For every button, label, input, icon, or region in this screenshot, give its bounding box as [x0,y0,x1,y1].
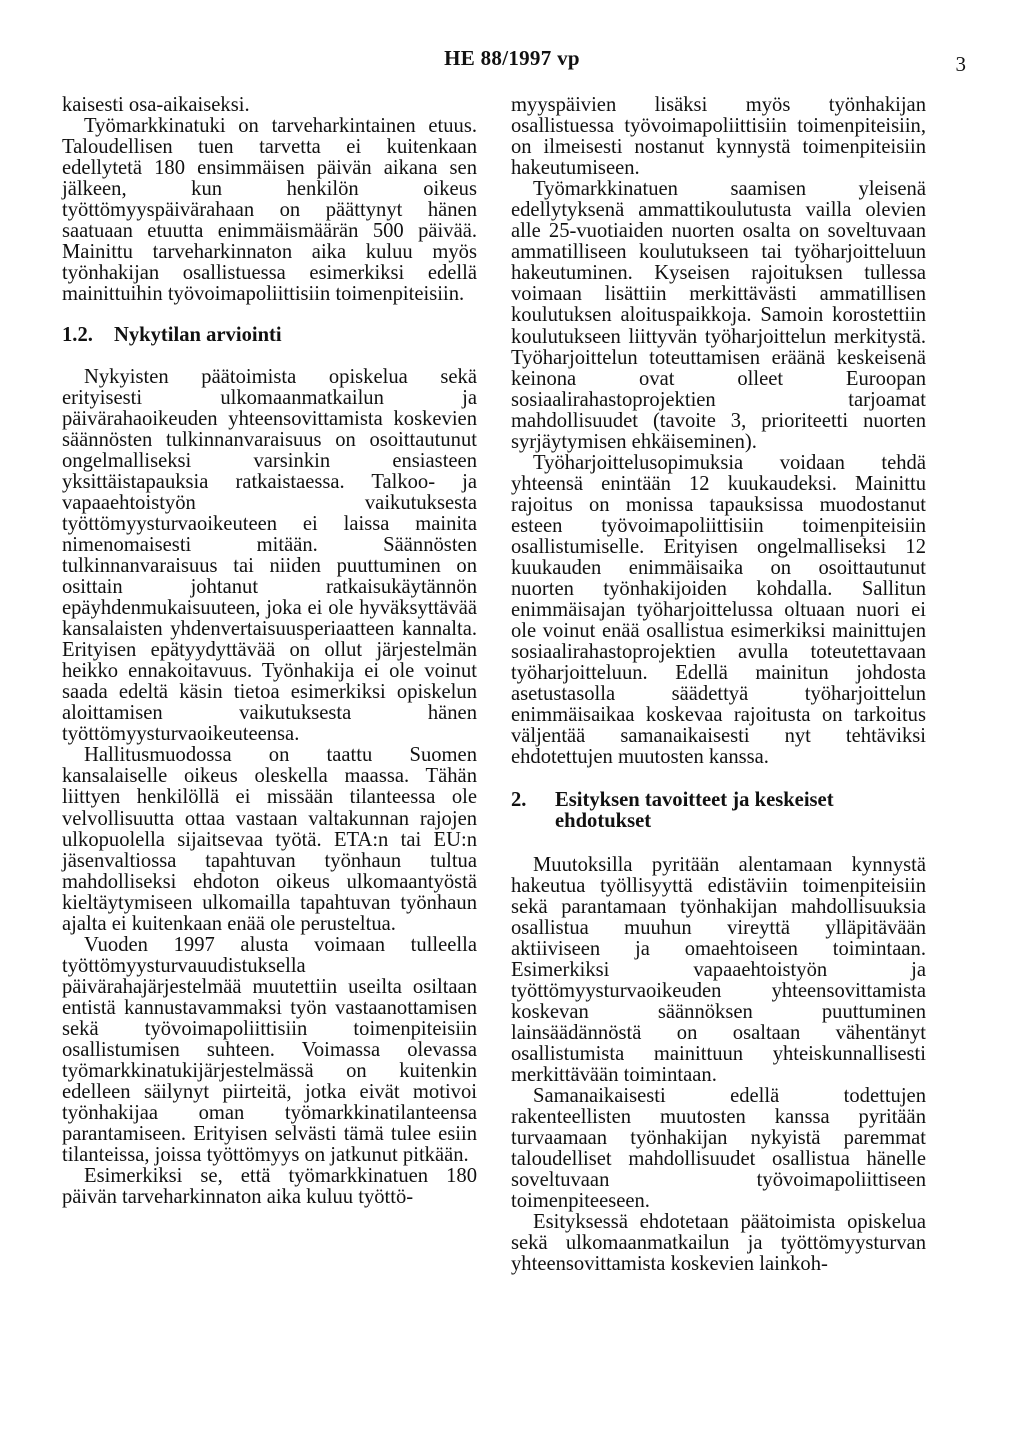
right-paragraph-continuation: myyspäivien lisäksi myös työnhakijan osallistuessa työvoimapoliittisiin toimenpiteisiin, on ilmeisesti nostanut kynnystä toimenpiteisiin hakeutumiseen. [511,94,926,180]
right-column [511,95,926,1276]
left-paragraph-continuation: kaisesti osa-aikaiseksi. [62,94,250,116]
left-column [62,95,477,1208]
section-heading-number: 2. [511,788,527,811]
right-paragraph-4: Muutoksilla pyritään alentamaan kynnystä hakeutua työllisyyttä edistäviin toimenpiteisiin sekä parantamaan työnhakijan mahdollisuuksia osallistua muuhun vireyttä ylläpitävään aktiiviseen ja omaehtoiseen toimintaan. Esimerkiksi vapaaehtoistyön ja työttömyysturvaoikeuden yhteensovittamista koskevan säännöksen puuttuminen lainsäädännöstä on osaltaan vähentänyt osallistumista mainittuun yhteiskunnallisesti merkittävään toimintaan. [511,853,926,1087]
page-number: 3 [955,52,966,76]
section-heading-title: Nykytilan arviointi [114,324,282,347]
left-paragraph-6: Esimerkiksi se, että työmarkkinatuen 180 päivän tarveharkinnaton aika kuluu työttö- [62,1165,477,1209]
running-header-title: HE 88/1997 vp [444,46,580,70]
left-paragraph-4: Hallitusmuodossa on taattu Suomen kansalaiselle oikeus oleskella maassa. Tähän liittyen henkilöllä ei missään tilanteessa ole velvollisuutta ottaa vastaan valtakunnan rajojen ulkopuolella sijaitsevaa työtä. ETA:n tai EU:n jäsenvaltiossa tapahtuvan työnhaun tultua mahdolliseksi ehdoton oikeus ulkomaantyöstä kieltäytymiseen ulkomailla tapahtuvan työnhaun ajalta ei kuitenkaan enää ole perusteltua. [62,744,477,935]
left-paragraph-3: Nykyisten päätoimista opiskelua sekä erityisesti ulkomaanmatkailun ja päivärahaoikeuden yhteensovittamista koskevien säännösten tulkinnanvaraisuus on osoittautunut ongelmalliseksi varsinkin ensiasteen yksittäistapauksia ratkaistaessa. Talkoo- ja vapaaehtoistyön vaikutuksesta työttömyysturvaoikeuteen ei laissa mainita nimenomaisesti mitään. Säännösten tulkinnanvaraisuus tai niiden puuttuminen on osittain johtanut ratkaisukäytännön epäyhdenmukaisuuteen, joka ei ole hyväksyttävää kansalaisten yhdenvertaisuusperiaatteen kannalta. Erityisen epätyydyttävää on ollut järjestelmän heikko ennakoitavuus. Työnhakija ei ole voinut saada edeltä käsin tietoa esimerkiksi opiskelun aloittamisen vaikutuksesta hänen työttömyysturvaoikeuteensa. [62,365,477,746]
right-paragraph-2: Työmarkkinatuen saamisen yleisenä edellytyksenä ammattikoulutusta vailla olevien alle 25-vuotiaiden nuorten osalta on soveltuvaan ammatilliseen koulutukseen tai työharjoitteluun hakeutuminen. Kyseisen rajoituksen tullessa voimaan lisättiin merkittävästi ammatillisen koulutuksen aloituspaikkoja. Samoin korostettiin koulutukseen liittyvän työharjoittelun merkitystä. Työharjoittelun toteuttamisen eräänä keskeisenä keinona ovat olleet Euroopan sosiaalirahastoprojektien tarjoamat mahdollisuudet (tavoite 3, prioriteetti nuorten syrjäytymisen ehkäiseminen). [511,178,926,453]
right-paragraph-5: Samanaikaisesti edellä todettujen rakenteellisten muutosten kanssa pyritään turvaamaan työnhakijan nykyistä paremmat taloudelliset mahdollisuudet osallistua hänelle soveltuvaan työvoimapoliittiseen toimenpiteeseen. [511,1085,926,1213]
section-heading-1-2 [62,325,477,346]
section-heading-title: Esityksen tavoitteet ja keskeiset ehdotukset [555,788,834,832]
section-heading-2 [511,790,926,832]
right-paragraph-6: Esityksessä ehdotetaan päätoimista opiskelua sekä ulkomaanmatkailun ja työttömyysturvan yhteensovittamista koskevien lainkoh- [511,1211,926,1276]
left-paragraph-5: Vuoden 1997 alusta voimaan tulleella työttömyysturvauudistuksella päivärahajärjestelmää muutettiin useilta osiltaan entistä kannustavammaksi työn vastaanottamisen sekä työvoimapoliittisiin toimenpiteisiin osallistumisen suhteen. Voimassa olevassa työmarkkinatukijärjestelmässä on kuitenkin edelleen säilynyt piirteitä, jotka eivät motivoi työnhakijaa oman työmarkkinatilanteensa parantamiseen. Erityisen selvästi tämä tulee esiin tilanteissa, joissa työttömyys on jatkunut pitkään. [62,933,477,1167]
right-paragraph-3: Työharjoittelusopimuksia voidaan tehdä yhteensä enintään 12 kuukaudeksi. Mainittu rajoitus on monissa tapauksissa muodostanut esteen työvoimapoliittisiin toimenpiteisiin osallistumiselle. Erityisen ongelmalliseksi 12 kuukauden enimmäisaika on osoittautunut nuorten työnhakijoiden kohdalla. Sallitun enimmäisajan työharjoittelussa oltuaan nuori ei ole voinut enää osallistua esimerkiksi mainittujen sosiaalirahastoprojektien avulla toteutettavaan työharjoitteluun. Edellä mainitun johdosta asetustasolla säädettyä työharjoittelun enimmäisaikaa koskevaa rajoitusta on tarkoitus väljentää samanaikaisesti nyt tehtäviksi ehdotettujen muutosten kanssa. [511,451,926,769]
section-heading-number: 1.2. [62,324,93,347]
left-paragraph-2: Työmarkkinatuki on tarveharkintainen etuus. Taloudellisen tuen tarvetta ei kuitenkaan edellytetä 180 ensimmäisen päivän aikana sen jälkeen, kun henkilön oikeus työttömyyspäivärahaan on päättynyt hänen saatuaan etuutta enimmäismäärän 500 päivää. Mainittu tarveharkinnaton aika kuluu myös työnhakijan osallistuessa esimerkiksi edellä mainittuihin työvoimapoliittisiin toimenpiteisiin. [62,115,477,306]
